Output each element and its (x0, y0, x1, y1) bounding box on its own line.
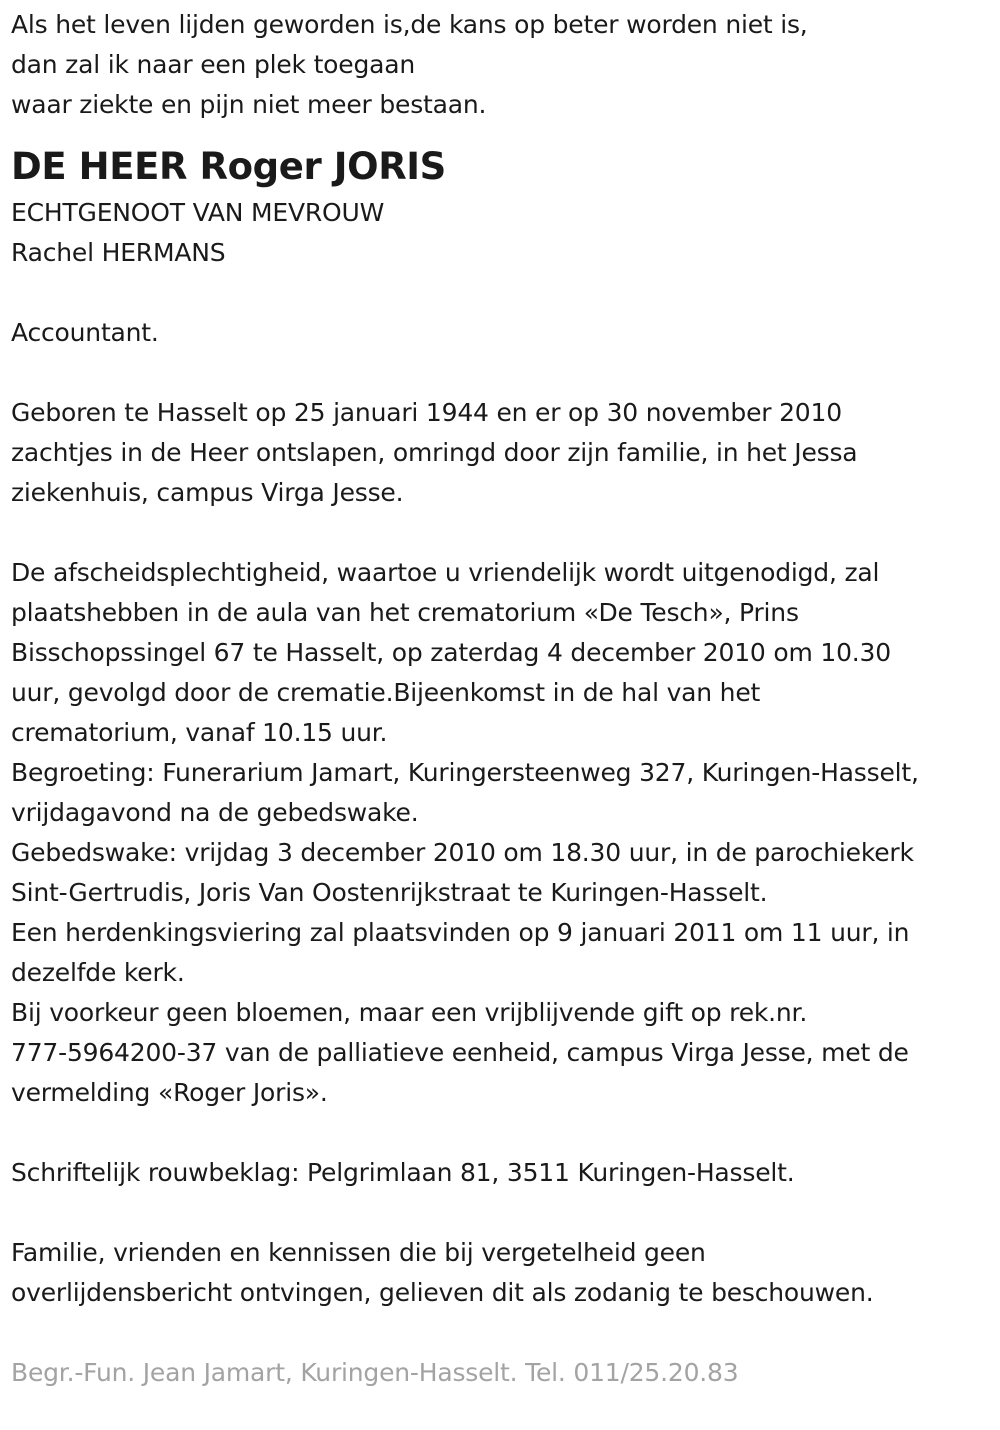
paragraph-line: De afscheidsplechtigheid, waartoe u vriendelijk wordt uitgenodigd, zal (11, 558, 880, 587)
paragraph-line: Een herdenkingsviering zal plaatsvinden op 9 januari 2011 om 11 uur, in (11, 918, 910, 947)
paragraph-line: dezelfde kerk. (11, 958, 185, 987)
paragraph-line: Gebedswake: vrijdag 3 december 2010 om 18.30 uur, in de parochiekerk (11, 838, 914, 867)
profession-text: Accountant. (11, 318, 159, 347)
deceased-name: DE HEER Roger JORIS (11, 145, 446, 188)
paragraph-line: 777-5964200-37 van de palliatieve eenheid, campus Virga Jesse, met de (11, 1038, 909, 1067)
condolences (11, 1153, 996, 1193)
spacer (11, 273, 996, 313)
relation (11, 193, 996, 273)
spacer (11, 353, 996, 393)
funeral-home-footer (11, 1353, 996, 1393)
paragraph-line: plaatshebben in de aula van het crematorium «De Tesch», Prins (11, 598, 799, 627)
spacer (11, 1113, 996, 1153)
paragraph-line: zachtjes in de Heer ontslapen, omringd door zijn familie, in het Jessa (11, 438, 858, 467)
paragraph-line: Sint-Gertrudis, Joris Van Oostenrijkstraat te Kuringen-Hasselt. (11, 878, 768, 907)
condolences-text: Schriftelijk rouwbeklag: Pelgrimlaan 81, 3511 Kuringen-Hasselt. (11, 1158, 795, 1187)
paragraph-line: vrijdagavond na de gebedswake. (11, 798, 419, 827)
relation-line: ECHTGENOOT VAN MEVROUW (11, 198, 385, 227)
poem-line: Als het leven lijden geworden is,de kans op beter worden niet is, (11, 10, 808, 39)
paragraph-line: Bisschopssingel 67 te Hasselt, op zaterdag 4 december 2010 om 10.30 (11, 638, 891, 667)
poem (11, 5, 996, 125)
profession (11, 313, 996, 353)
spacer (11, 1313, 996, 1353)
poem-line: dan zal ik naar een plek toegaan (11, 50, 416, 79)
ceremony-paragraph (11, 553, 996, 1113)
relation-line: Rachel HERMANS (11, 238, 226, 267)
birth-death-paragraph (11, 393, 996, 513)
paragraph-line: Familie, vrienden en kennissen die bij vergetelheid geen (11, 1238, 706, 1267)
obituary-page (11, 5, 996, 1393)
paragraph-line: ziekenhuis, campus Virga Jesse. (11, 478, 404, 507)
spacer (11, 1193, 996, 1233)
paragraph-line: Bij voorkeur geen bloemen, maar een vrijblijvende gift op rek.nr. (11, 998, 808, 1027)
poem-line: waar ziekte en pijn niet meer bestaan. (11, 90, 487, 119)
paragraph-line: Geboren te Hasselt op 25 januari 1944 en er op 30 november 2010 (11, 398, 842, 427)
spacer (11, 513, 996, 553)
footer-text: Begr.-Fun. Jean Jamart, Kuringen-Hasselt. Tel. 011/25.20.83 (11, 1358, 739, 1387)
notice-paragraph (11, 1233, 996, 1313)
paragraph-line: vermelding «Roger Joris». (11, 1078, 328, 1107)
paragraph-line: Begroeting: Funerarium Jamart, Kuringersteenweg 327, Kuringen-Hasselt, (11, 758, 919, 787)
paragraph-line: crematorium, vanaf 10.15 uur. (11, 718, 388, 747)
paragraph-line: overlijdensbericht ontvingen, gelieven dit als zodanig te beschouwen. (11, 1278, 874, 1307)
paragraph-line: uur, gevolgd door de crematie.Bijeenkomst in de hal van het (11, 678, 761, 707)
